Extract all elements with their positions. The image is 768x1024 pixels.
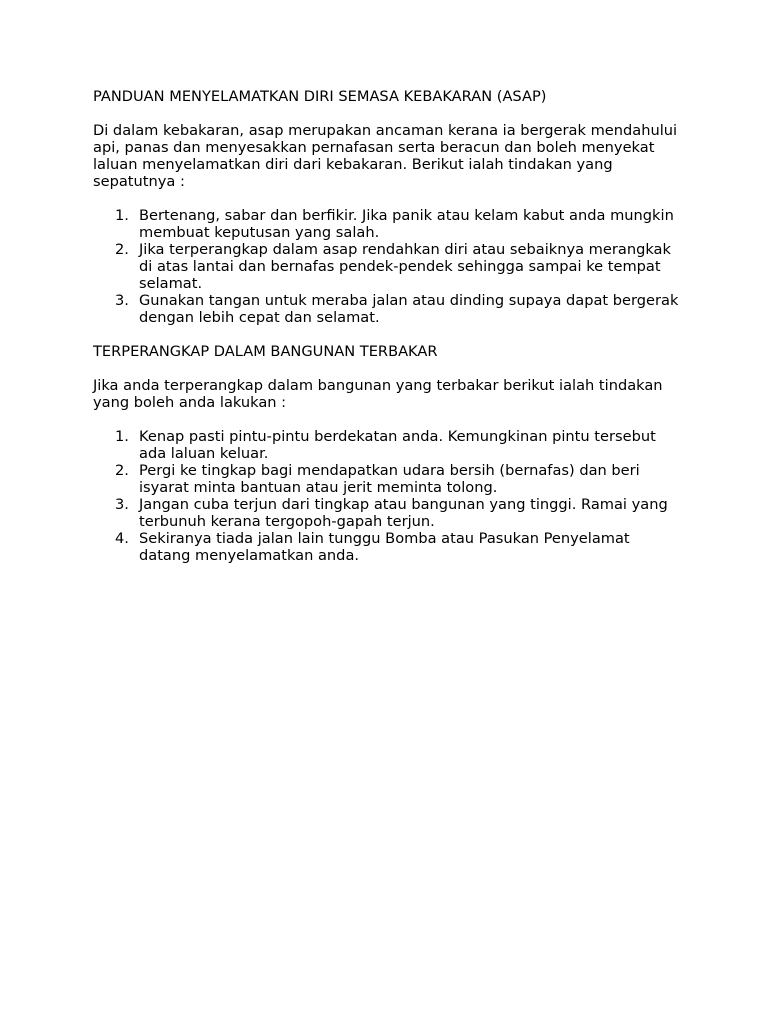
list-item	[93, 530, 683, 564]
spacer	[93, 190, 683, 207]
spacer	[93, 360, 683, 377]
document-title: PANDUAN MENYELAMATKAN DIRI SEMASA KEBAKARAN (ASAP)	[93, 88, 547, 105]
list-number: 2.	[115, 241, 129, 258]
list-item-text: Sekiranya tiada jalan lain tunggu Bomba atau Pasukan Penyelamat datang menyelamatkan anda.	[139, 530, 630, 564]
safety-steps-list	[93, 207, 683, 326]
section-intro-paragraph: Jika anda terperangkap dalam bangunan yang terbakar berikut ialah tindakan yang boleh anda lakukan :	[93, 377, 663, 411]
list-number: 4.	[115, 530, 129, 547]
list-number: 3.	[115, 496, 129, 513]
list-item-text: Bertenang, sabar dan berfikir. Jika panik atau kelam kabut anda mungkin membuat keputusan yang salah.	[139, 207, 674, 241]
spacer	[93, 326, 683, 343]
list-item	[93, 241, 683, 292]
list-item	[93, 207, 683, 241]
document-page	[93, 88, 683, 564]
list-number: 3.	[115, 292, 129, 309]
trapped-steps-list	[93, 428, 683, 564]
list-item-text: Gunakan tangan untuk meraba jalan atau dinding supaya dapat bergerak dengan lebih cepat dan selamat.	[139, 292, 679, 326]
list-number: 1.	[115, 207, 129, 224]
list-item-text: Kenap pasti pintu-pintu berdekatan anda. Kemungkinan pintu tersebut ada laluan keluar.	[139, 428, 656, 462]
list-item-text: Pergi ke tingkap bagi mendapatkan udara bersih (bernafas) dan beri isyarat minta bantuan atau jerit meminta tolong.	[139, 462, 640, 496]
list-number: 1.	[115, 428, 129, 445]
list-number: 2.	[115, 462, 129, 479]
list-item-text: Jika terperangkap dalam asap rendahkan diri atau sebaiknya merangkak di atas lantai dan bernafas pendek-pendek sehingga sampai ke tempat selamat.	[139, 241, 671, 292]
list-item-text: Jangan cuba terjun dari tingkap atau bangunan yang tinggi. Ramai yang terbunuh kerana tergopoh-gapah terjun.	[139, 496, 668, 530]
spacer	[93, 105, 683, 122]
list-item	[93, 428, 683, 462]
spacer	[93, 411, 683, 428]
section-title: TERPERANGKAP DALAM BANGUNAN TERBAKAR	[93, 343, 438, 360]
intro-paragraph: Di dalam kebakaran, asap merupakan ancaman kerana ia bergerak mendahului api, panas dan menyesakkan pernafasan serta beracun dan boleh menyekat laluan menyelamatkan diri dari kebakaran. Berikut ialah tindakan yang sepatutnya :	[93, 122, 678, 190]
list-item	[93, 496, 683, 530]
list-item	[93, 292, 683, 326]
list-item	[93, 462, 683, 496]
